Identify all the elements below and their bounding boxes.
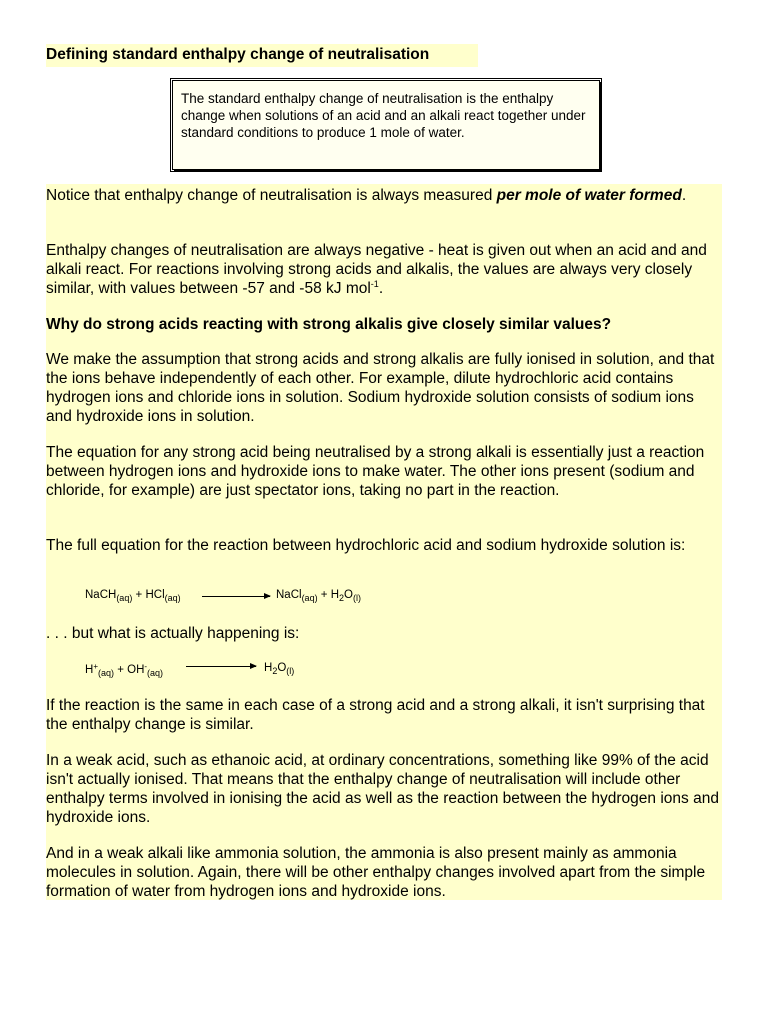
eq1-product-2 [331,589,353,601]
equation-ionic-product [264,661,294,678]
eq2-reactant-2: OH [127,664,145,676]
definition-box [172,80,600,170]
eq1-reactant-2: HCl [145,589,165,601]
paragraph-weak-acid: In a weak acid, such as ethanoic acid, at ordinary concentrations, something like 99% of the acid isn't actually ionised. That means that the enthalpy change of neutralisation will include other enthalpy terms involved in ionising the acid as well as the reaction between the hydrogen ions and hydroxide ions. [46,752,719,826]
body-content [46,184,722,900]
equation-full-products [276,588,361,605]
unit-superscript: -1 [370,279,379,289]
paragraph-equation-explanation: The equation for any strong acid being neutralised by a strong alkali is essentially just a reaction between hydrogen ions and hydroxide ions to make water. The other ions present (sodium and chloride, for example) are just spectator ions, taking no part in the reaction. [46,444,705,499]
paragraph-negative-values-text: Enthalpy changes of neutralisation are always negative - heat is given out when an acid and and alkali react. For reactions involving strong acids and alkalis, the values are always very closely similar, with values between -57 and -58 kJ mol [46,242,707,297]
eq1-product-2-state: (l) [352,593,361,603]
eq1-product-1: NaCl [276,589,302,601]
eq1-plus-1: + [135,589,143,601]
paragraph-per-mole [46,186,722,205]
paragraph-weak-alkali: And in a weak alkali like ammonia solution, the ammonia is also present mainly as ammonia molecules in solution. Again, there will be other enthalpy changes involved apart from the simple formation of water from hydrogen ions and hydroxide ions. [46,845,706,900]
eq2-product-subscript: 2 [272,666,278,676]
eq1-plus-2: + [320,589,328,601]
section-heading: Why do strong acids reacting with strong alkalis give closely similar values? [46,316,612,333]
eq1-reactant-1-state: (aq) [116,593,133,603]
eq2-arrow [186,666,256,667]
eq1-product-1-state: (aq) [301,593,318,603]
paragraph-per-mole-end: . [681,187,687,204]
per-mole-emphasis: per mole of water formed [496,187,682,204]
paragraph-actual-intro: . . . but what is actually happening is: [46,625,300,642]
eq2-plus-1: + [117,664,124,676]
eq2-reactant-2-state: (aq) [147,668,164,678]
paragraph-same-reaction: If the reaction is the same in each case of a strong acid and a strong alkali, it isn't surprising that the enthalpy change is similar. [46,697,705,733]
eq1-reactant-1: NaCH [85,589,117,601]
paragraph-negative-values-end: . [378,280,384,297]
eq1-product-2-o: O [344,589,353,601]
eq2-reactant-1-state: (aq) [97,668,114,678]
equation-ionic [85,660,163,680]
eq2-product-o: O [277,662,287,674]
eq2-reactant-2-charge: - [144,662,148,671]
paragraph-per-mole-text: Notice that enthalpy change of neutralisation is always measured [46,187,497,204]
definition-text: The standard enthalpy change of neutralisation is the enthalpy change when solutions of an acid and an alkali react together under standard conditions to produce 1 mole of water. [181,91,586,140]
paragraph-negative-values [46,241,722,298]
eq2-product-h: H [264,662,273,674]
eq1-reactant-2-state: (aq) [164,593,181,603]
eq2-product-state: (l) [286,666,295,676]
eq1-product-2-subscript: 2 [339,593,345,603]
eq1-arrow [202,596,270,597]
page-title: Defining standard enthalpy change of neutralisation [46,44,478,67]
eq2-reactant-1: H [85,664,94,676]
paragraph-assumption: We make the assumption that strong acids and strong alkalis are fully ionised in solution, and that the ions behave independently of each other. For example, dilute hydrochloric acid contains hydrogen ions and chloride ions in solution. Sodium hydroxide solution consists of sodium ions and hydroxide ions in solution. [46,351,715,425]
paragraph-full-equation-intro: The full equation for the reaction between hydrochloric acid and sodium hydroxide solution is: [46,537,686,554]
eq1-product-2-h: H [330,589,340,601]
eq2-reactant-1-charge: + [93,662,98,671]
equation-full [85,588,181,605]
